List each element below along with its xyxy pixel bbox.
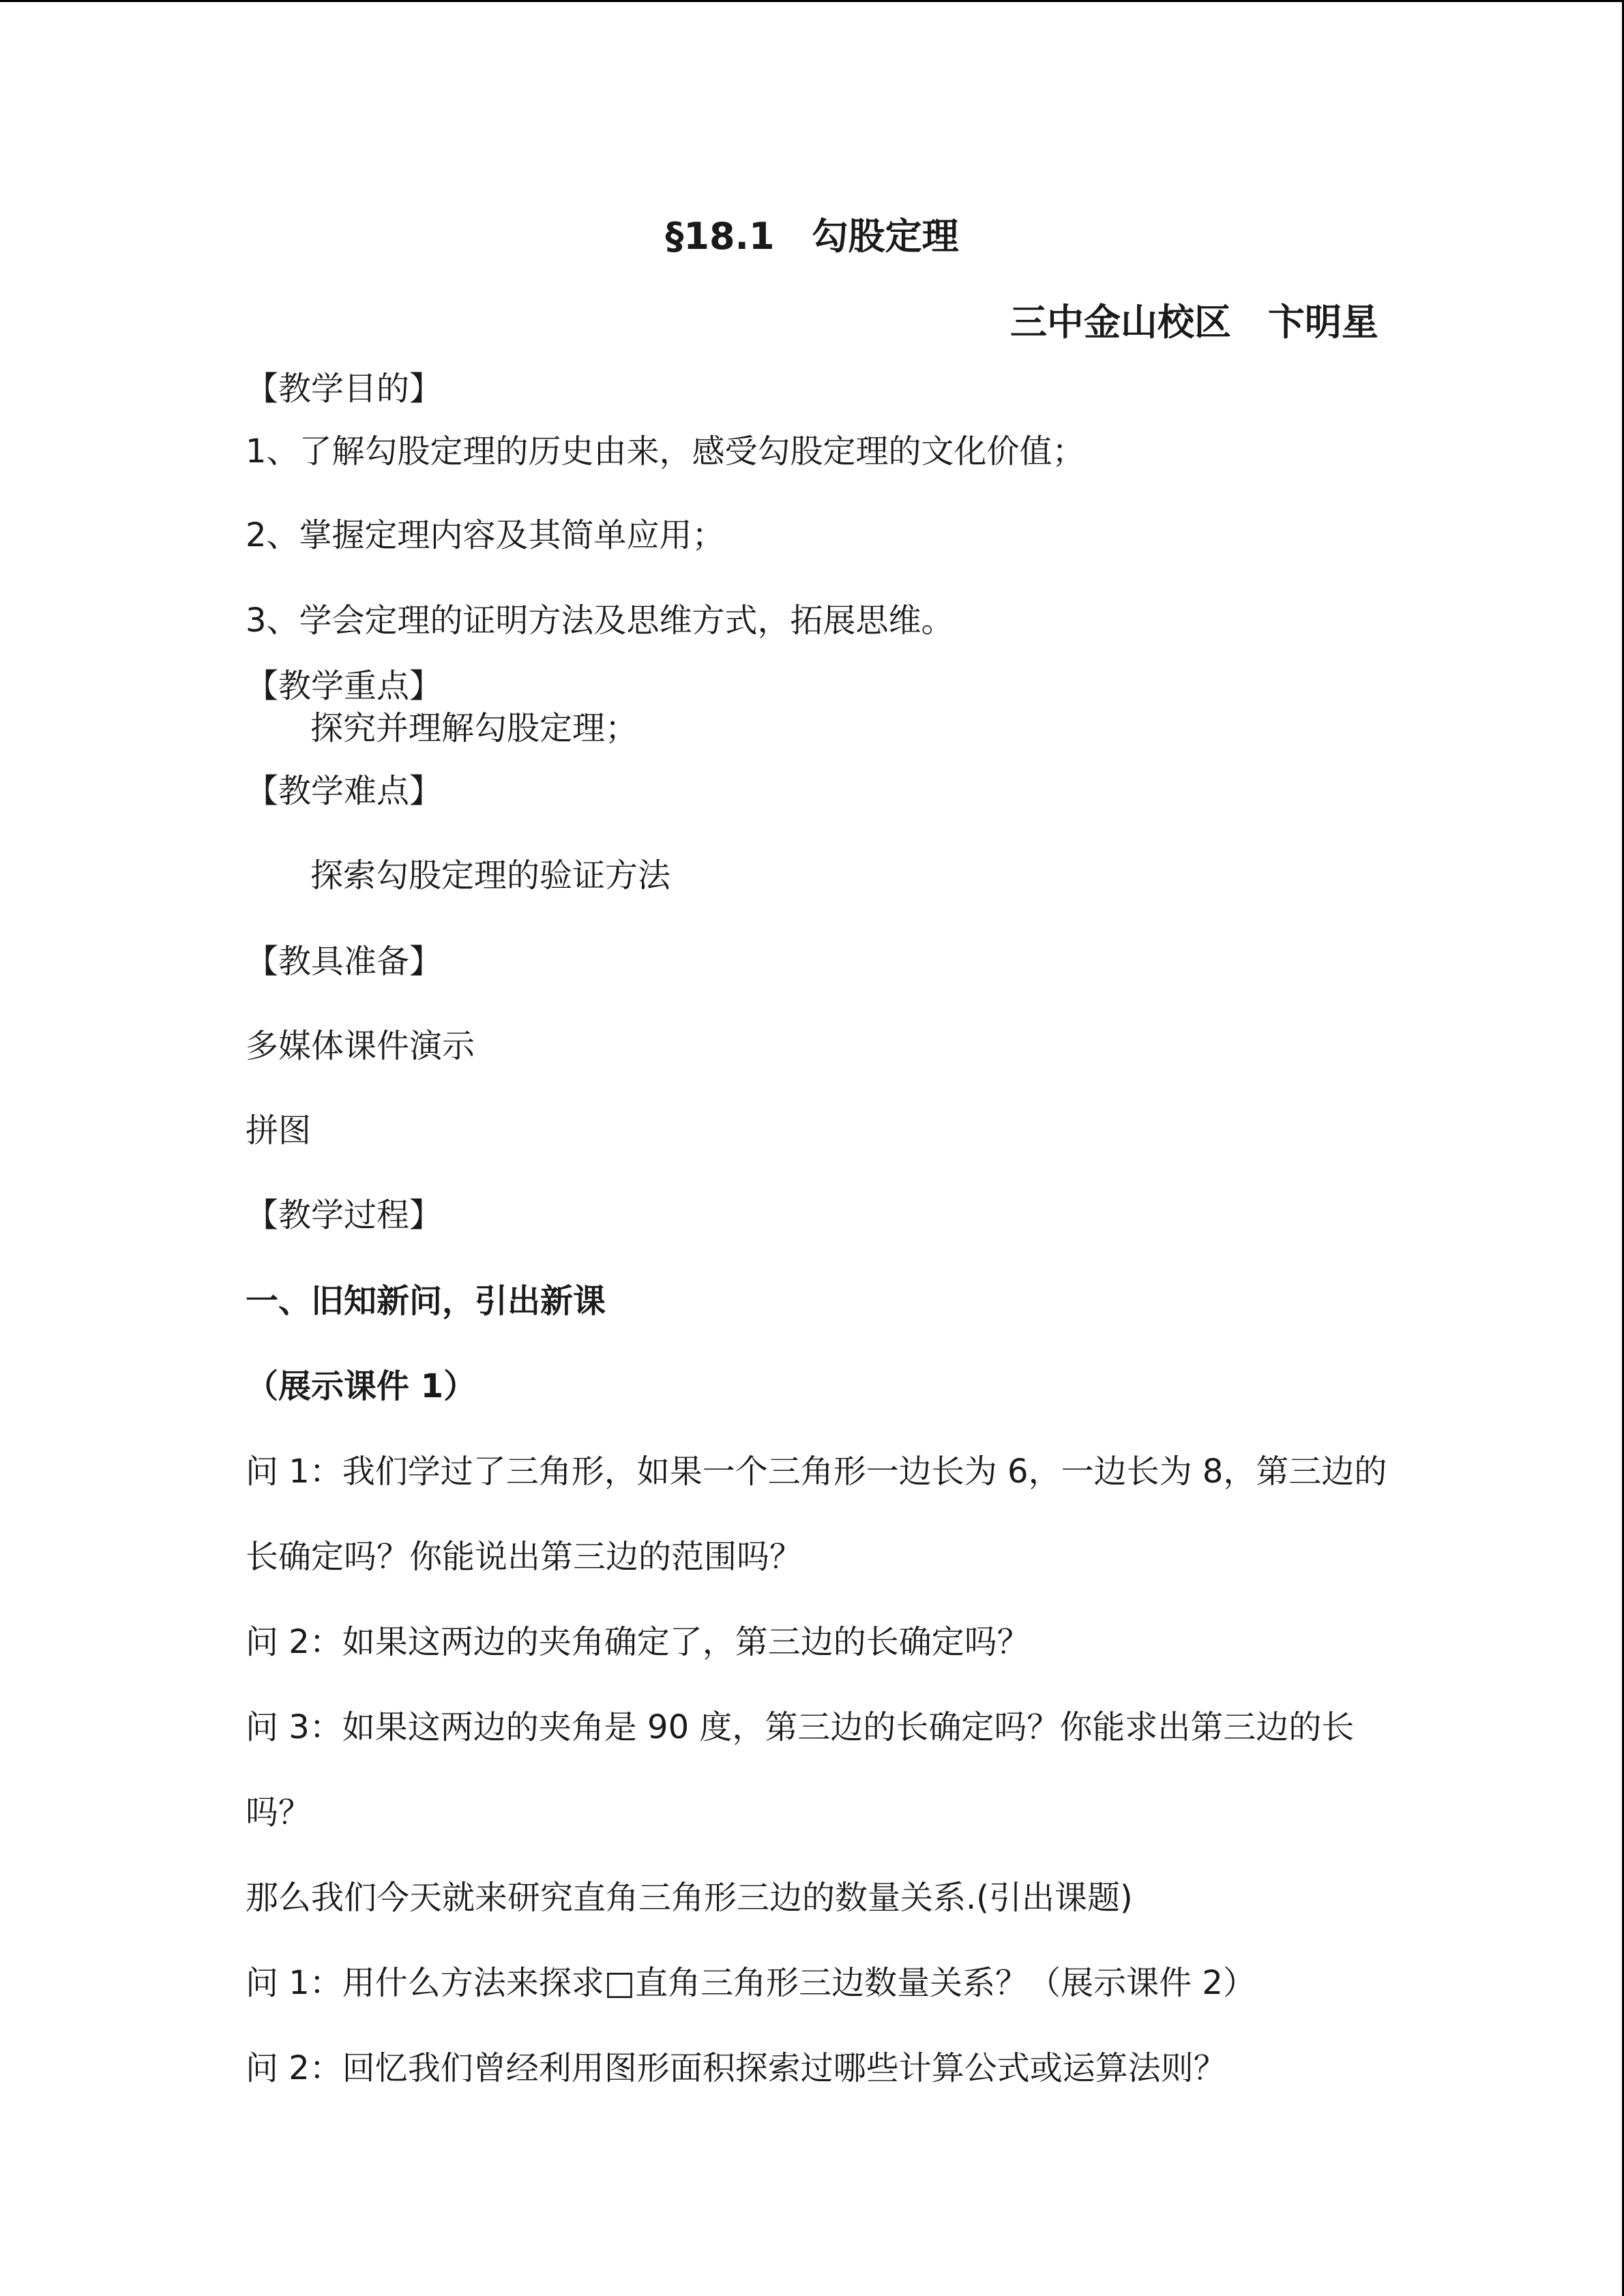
question-1-line-1: 问 1：我们学过了三角形，如果一个三角形一边长为 6，一边长为 8，第三边的 — [246, 1452, 1387, 1491]
question-3-line-1: 问 3：如果这两边的夹角是 90 度，第三边的长确定吗？你能求出第三边的长 — [246, 1708, 1355, 1746]
page-border-top — [0, 0, 1624, 2]
author-line: 三中金山校区 卞明星 — [1010, 301, 1378, 344]
objective-2: 2、掌握定理内容及其简单应用； — [246, 516, 725, 554]
objectives-heading: 【教学目的】 — [246, 370, 443, 408]
tool-2: 拼图 — [246, 1112, 312, 1150]
difficulties-heading: 【教学难点】 — [246, 772, 443, 810]
question-3-line-2: 吗？ — [246, 1793, 312, 1832]
part-1-heading: 一、旧知新问，引出新课 — [246, 1282, 606, 1320]
key-point: 探究并理解勾股定理； — [310, 709, 638, 747]
question-4: 问 1：用什么方法来探求□直角三角形三边数量关系？（展示课件 2） — [246, 1964, 1256, 2002]
question-2: 问 2：如果这两边的夹角确定了，第三边的长确定吗？ — [246, 1623, 1030, 1661]
question-5: 问 2：回忆我们曾经利用图形面积探索过哪些计算公式或运算法则？ — [246, 2049, 1226, 2087]
objective-1: 1、了解勾股定理的历史由来，感受勾股定理的文化价值； — [246, 432, 1085, 471]
objective-3: 3、学会定理的证明方法及思维方式，拓展思维。 — [246, 601, 954, 640]
question-1-line-2: 长确定吗？你能说出第三边的范围吗？ — [246, 1538, 803, 1576]
tool-1: 多媒体课件演示 — [246, 1027, 475, 1065]
transition-text: 那么我们今天就来研究直角三角形三边的数量关系.(引出课题) — [246, 1879, 1133, 1917]
key-points-heading: 【教学重点】 — [246, 667, 443, 705]
difficulty: 探索勾股定理的验证方法 — [310, 856, 671, 895]
process-heading: 【教学过程】 — [246, 1196, 443, 1234]
courseware-1-note: （展示课件 1） — [246, 1367, 477, 1405]
page-title: §18.1 勾股定理 — [665, 215, 959, 258]
tools-heading: 【教具准备】 — [246, 942, 443, 981]
